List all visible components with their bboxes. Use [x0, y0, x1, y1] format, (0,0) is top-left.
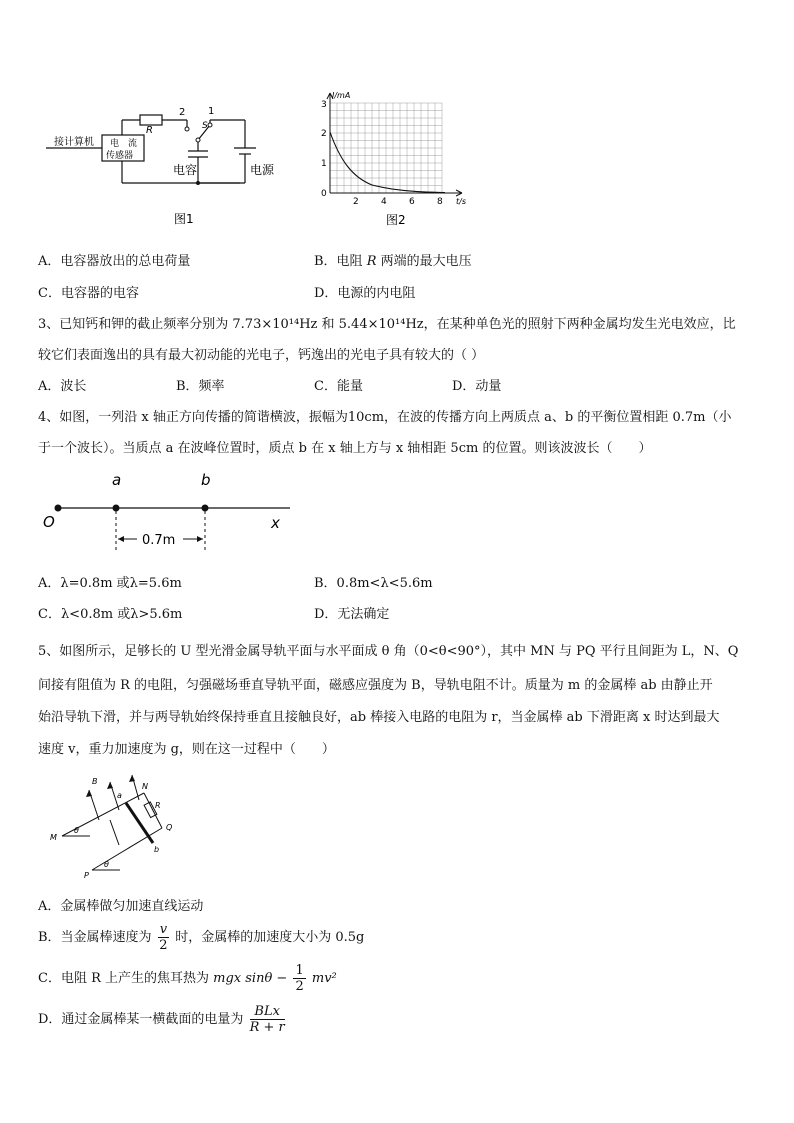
q5-stem-line3: 始沿导轨下滑，并与两导轨始终保持垂直且接触良好，ab 棒接入电路的电阻为 r，当金属棒 ab 下滑距离 x 时达到最大 [38, 710, 720, 725]
y-tick-1: 1 [321, 159, 327, 169]
distance-label: 0.7m [142, 533, 176, 548]
r-label: R [155, 801, 161, 810]
q5-stem-line1: 5、如图所示，足够长的 U 型光滑金属导轨平面与水平面成 θ 角（0<θ<90°），其中 MN 与 PQ 平行且间距为 L，N、Q [38, 644, 739, 659]
point-b-label: b [201, 471, 211, 489]
b-end-label: b [154, 845, 160, 854]
q2-option-b-var: R [366, 254, 377, 269]
q4-wave-figure [38, 466, 298, 556]
q5-option-b-den: 2 [159, 938, 168, 953]
q5-option-d-fraction [250, 1004, 285, 1035]
resistor-label: R [146, 125, 153, 136]
n-label: N [142, 782, 148, 791]
source-label: 电源 [250, 163, 275, 177]
q4-stem-line2: 于一个波长）。当质点 a 在波峰位置时，质点 b 在 x 轴上方与 x 轴相距 5cm 的位置。则该波波长（ ） [38, 441, 652, 456]
a-label: a [117, 791, 122, 800]
resistor-r [140, 115, 162, 125]
q5-option-d-num: BLx [250, 1004, 285, 1020]
figure-1-caption: 图1 [174, 212, 194, 226]
q5-option-d-pre: D．通过金属棒某一横截面的电量为 [38, 1012, 244, 1027]
q5-option-b-num: v [159, 922, 168, 937]
q5-option-c-den: 2 [295, 979, 304, 994]
theta-2-label: θ [104, 860, 109, 869]
q3-stem-line1: 3、已知钙和钾的截止频率分别为 7.73×10¹⁴Hz 和 5.44×10¹⁴Hz，在某种单色光的照射下两种金属均发生光电效应，比 [38, 317, 736, 332]
q5-option-c-num: 1 [295, 963, 304, 978]
x-tick-2: 2 [353, 197, 359, 207]
q2-option-b[interactable] [314, 250, 472, 269]
q5-option-c-expr1: mgx sinθ − [213, 971, 288, 986]
computer-label: 接计算机 [54, 137, 94, 148]
p-label: P [84, 871, 89, 880]
q2-option-b-pre: B．电阻 [314, 254, 367, 269]
sensor-label-2: 传感器 [106, 151, 134, 161]
q5-option-d-den: R + r [249, 1020, 285, 1035]
q4-option-a[interactable]: A．λ=0.8m 或λ=5.6m [38, 576, 182, 591]
y-tick-3: 3 [321, 100, 327, 110]
figure-1-circuit [40, 95, 300, 230]
q5-option-d[interactable] [38, 1004, 287, 1035]
switch-pos2-label: 2 [179, 107, 186, 118]
switch-label: S [202, 121, 208, 131]
q5-option-c-fraction [293, 963, 305, 994]
q3-stem-line2: 较它们表面逸出的具有最大初动能的光电子，钙逸出的光电子具有较大的（ ） [38, 348, 485, 363]
x-tick-8: 8 [437, 197, 443, 207]
q5-option-b-pre: B．当金属棒速度为 [38, 930, 152, 945]
q3-option-d[interactable]: D．动量 [452, 379, 502, 394]
q2-option-c[interactable]: C．电容器的电容 [38, 286, 139, 301]
q5-option-b-fraction [158, 922, 169, 953]
x-axis-label: x [271, 514, 280, 532]
discharge-curve [330, 132, 445, 193]
q3-option-a[interactable]: A．波长 [38, 379, 87, 394]
q4-stem-line1: 4、如图，一列沿 x 轴正方向传播的简谐横波，振幅为10cm，在波的传播方向上两质点 a、b 的平衡位置相距 0.7m（小 [38, 410, 732, 425]
q3-option-b[interactable]: B．频率 [176, 379, 225, 394]
q5-rail-figure [44, 770, 184, 880]
q2-option-b-post: 两端的最大电压 [376, 254, 472, 269]
q5-option-c[interactable] [38, 963, 337, 994]
figure-2-graph [312, 85, 477, 230]
q5-option-a[interactable]: A．金属棒做匀加速直线运动 [38, 899, 204, 914]
m-label: M [50, 833, 57, 842]
q4-option-c[interactable]: C．λ<0.8m 或λ>5.6m [38, 607, 183, 622]
q3-option-c[interactable]: C．能量 [314, 379, 363, 394]
q5-option-b-post: 时，金属棒的加速度大小为 0.5g [175, 930, 365, 945]
origin-label: O [43, 513, 55, 531]
q4-option-b[interactable]: B．0.8m<λ<5.6m [314, 576, 433, 591]
figure-2-caption: 图2 [386, 213, 406, 227]
q-label: Q [166, 823, 173, 832]
point-a-label: a [112, 471, 122, 489]
x-tick-6: 6 [409, 197, 415, 207]
theta-1-label: θ [74, 826, 79, 835]
q2-option-a[interactable]: A．电容器放出的总电荷量 [38, 254, 191, 269]
q5-option-c-expr2: mv² [311, 971, 337, 986]
x-axis-label: t/s [456, 197, 466, 206]
q5-stem-line4: 速度 v，重力加速度为 g，则在这一过程中（ ） [38, 742, 335, 757]
y-axis-label: I/mA [332, 91, 351, 100]
switch-pos1-label: 1 [208, 106, 215, 117]
q5-stem-line2: 间接有阻值为 R 的电阻，匀强磁场垂直导轨平面，磁感应强度为 B，导轨电阻不计。质量为 m 的金属棒 ab 由静止开 [38, 678, 713, 693]
y-tick-0: 0 [321, 189, 327, 199]
y-tick-2: 2 [321, 129, 327, 139]
q5-option-c-pre: C．电阻 R 上产生的焦耳热为 [38, 971, 209, 986]
sensor-label-1: 电 流 [110, 139, 138, 149]
q4-option-d[interactable]: D．无法确定 [314, 607, 390, 622]
b-field-label: B [92, 777, 98, 786]
q2-option-d[interactable]: D．电源的内电阻 [314, 286, 416, 301]
x-tick-4: 4 [381, 197, 387, 207]
q5-option-b[interactable] [38, 922, 364, 953]
capacitor-label: 电容 [173, 163, 198, 177]
